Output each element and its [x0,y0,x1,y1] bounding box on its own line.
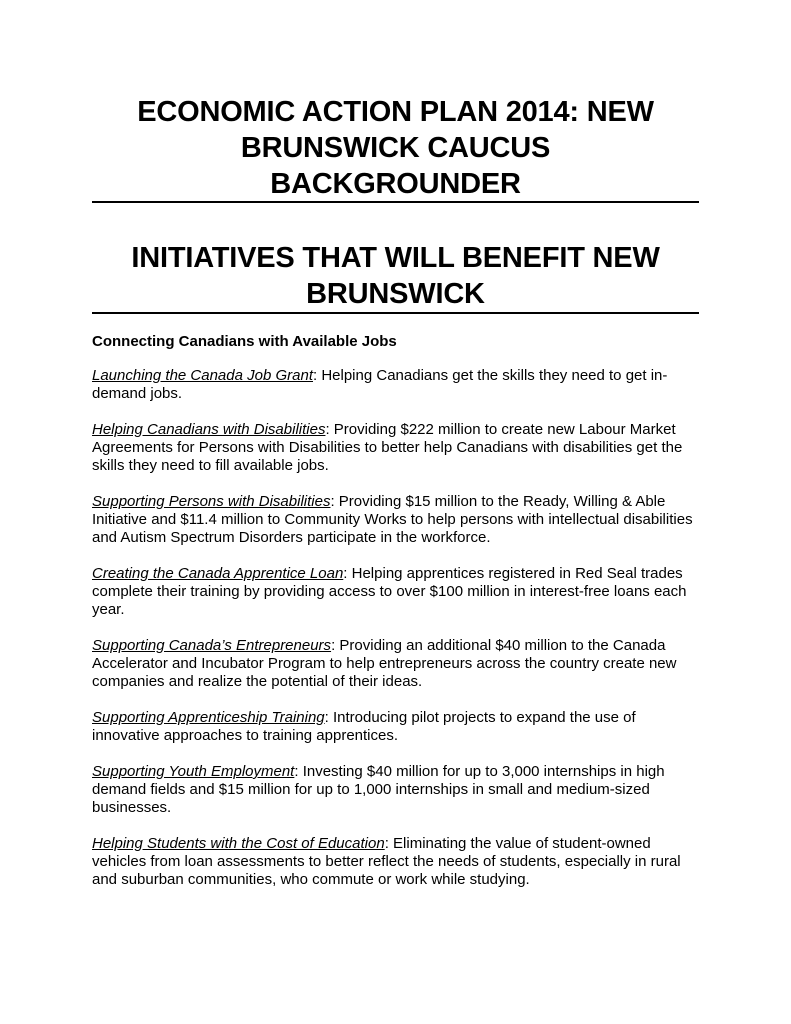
initiative-title: Launching the Canada Job Grant [92,367,313,384]
initiative-item [92,637,699,691]
subtitle-divider [92,312,699,314]
initiative-text: : Providing $15 million to the Ready, Willing & Able Initiative and $11.4 million to Community Works to help persons with intellectual disabilities and Autism Spectrum Disorders participate in the workforce. [92,493,693,546]
initiative-item [92,367,699,403]
initiative-text: : Helping Canadians get the skills they need to get in-demand jobs. [92,367,668,402]
document-subtitle [92,240,699,312]
initiative-item [92,493,699,547]
subtitle-line: INITIATIVES THAT WILL BENEFIT NEW [131,242,660,274]
subtitle-line: BRUNSWICK [306,278,485,310]
title-divider [92,201,699,203]
initiative-text: : Providing an additional $40 million to the Canada Accelerator and Incubator Program to help entrepreneurs across the country create new companies and realize the potential of their ideas. [92,637,677,690]
initiative-text: : Providing $222 million to create new Labour Market Agreements for Persons with Disabilities to better help Canadians with disabilities get the skills they need to fill available jobs. [92,421,683,474]
initiative-item [92,421,699,475]
initiative-item [92,835,699,889]
title-line: ECONOMIC ACTION PLAN 2014: NEW [137,96,654,128]
initiative-text: : Introducing pilot projects to expand the use of innovative approaches to training apprentices. [92,709,636,744]
initiatives-list [92,367,699,907]
initiative-title: Helping Students with the Cost of Education [92,835,385,852]
title-line: BACKGROUNDER [270,168,521,200]
initiative-text: : Eliminating the value of student-owned vehicles from loan assessments to better reflect the needs of students, especially in rural and suburban communities, who commute or work while studying. [92,835,681,888]
initiative-item [92,763,699,817]
initiative-item [92,709,699,745]
initiative-title: Creating the Canada Apprentice Loan [92,565,344,582]
initiative-title: Helping Canadians with Disabilities [92,421,326,438]
initiative-item [92,565,699,619]
document-title [92,94,699,202]
initiative-text: : Helping apprentices registered in Red Seal trades complete their training by providing access to over $100 million in interest-free loans each year. [92,565,687,618]
initiative-title: Supporting Canada’s Entrepreneurs [92,637,332,654]
initiative-title: Supporting Youth Employment [92,763,295,780]
initiative-title: Supporting Persons with Disabilities [92,493,331,510]
section-heading: Connecting Canadians with Available Jobs [92,333,397,350]
initiative-text: : Investing $40 million for up to 3,000 internships in high demand fields and $15 million for up to 1,000 internships in small and medium-sized businesses. [92,763,665,816]
initiative-title: Supporting Apprenticeship Training [92,709,325,726]
title-line: BRUNSWICK CAUCUS [240,132,551,164]
